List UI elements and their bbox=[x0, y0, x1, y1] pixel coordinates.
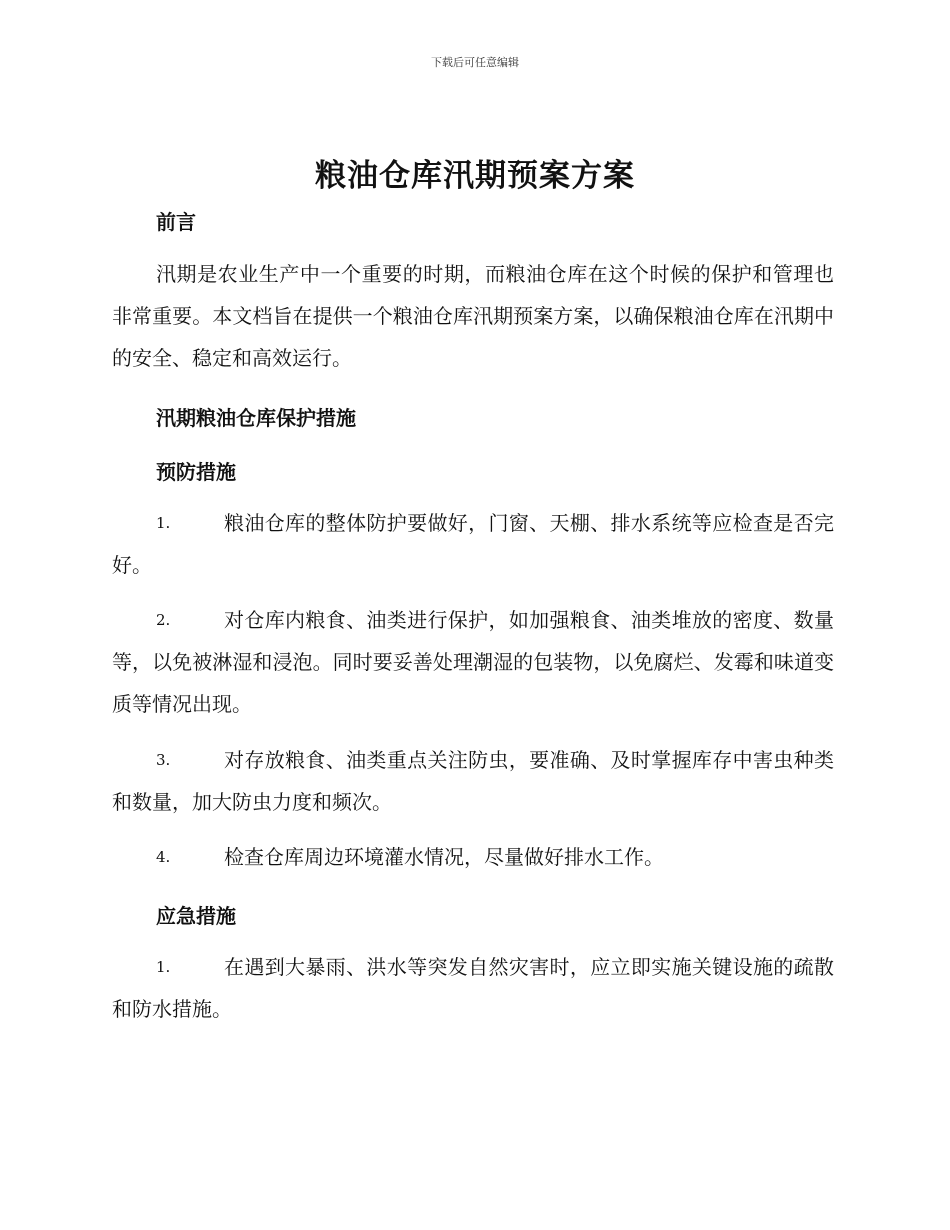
protection-heading: 汛期粮油仓库保护措施 bbox=[156, 406, 356, 430]
list-number: 4. bbox=[156, 848, 171, 866]
list-item-text: 对存放粮食、油类重点关注防虫，要准确、及时掌握库存中害虫种类和数量，加大防虫力度和频次。 bbox=[112, 748, 834, 814]
preface-heading: 前言 bbox=[156, 210, 196, 234]
emergency-heading: 应急措施 bbox=[156, 904, 236, 928]
list-item-text: 检查仓库周边环境灌水情况，尽量做好排水工作。 bbox=[224, 845, 664, 869]
header-note: 下载后可任意编辑 bbox=[431, 56, 519, 69]
prevention-item-2 bbox=[112, 599, 834, 725]
prevention-item-1 bbox=[112, 502, 834, 586]
list-number: 1. bbox=[156, 514, 171, 532]
prevention-item-3 bbox=[112, 739, 834, 823]
document-title: 粮油仓库汛期预案方案 bbox=[315, 158, 635, 194]
list-number: 2. bbox=[156, 611, 171, 629]
preface-paragraph: 汛期是农业生产中一个重要的时期，而粮油仓库在这个时候的保护和管理也非常重要。本文档旨在提供一个粮油仓库汛期预案方案，以确保粮油仓库在汛期中的安全、稳定和高效运行。 bbox=[112, 262, 834, 370]
list-item-text: 对仓库内粮食、油类进行保护，如加强粮食、油类堆放的密度、数量等，以免被淋湿和浸泡。同时要妥善处理潮湿的包装物，以免腐烂、发霉和味道变质等情况出现。 bbox=[112, 608, 834, 716]
emergency-item-1 bbox=[112, 946, 834, 1030]
list-item-text: 在遇到大暴雨、洪水等突发自然灾害时，应立即实施关键设施的疏散和防水措施。 bbox=[112, 955, 834, 1021]
prevention-item-4 bbox=[112, 836, 834, 878]
list-number: 1. bbox=[156, 958, 171, 976]
list-number: 3. bbox=[156, 751, 171, 769]
list-item-text: 粮油仓库的整体防护要做好，门窗、天棚、排水系统等应检查是否完好。 bbox=[112, 511, 834, 577]
prevention-heading: 预防措施 bbox=[156, 460, 236, 484]
